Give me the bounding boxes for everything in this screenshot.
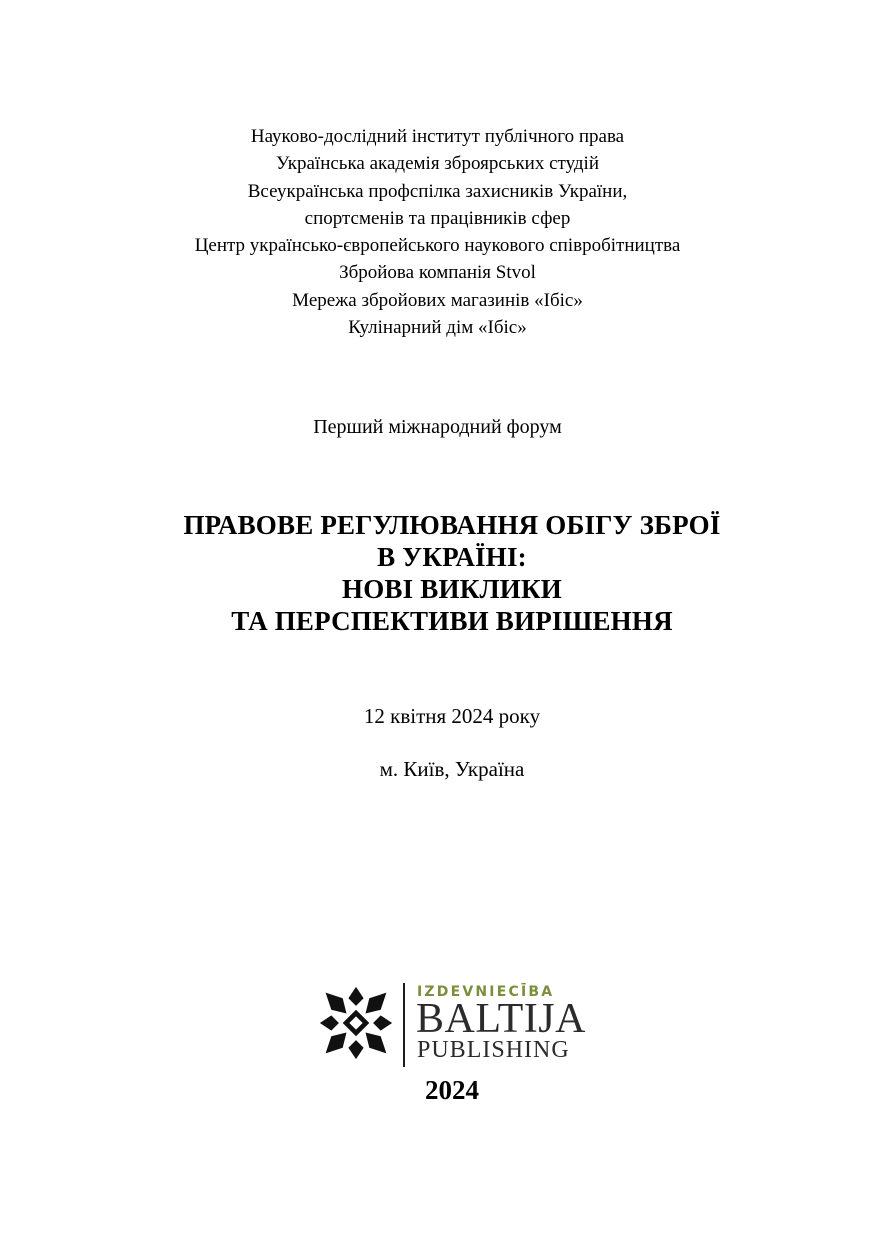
publisher-name: BALTIJA	[416, 996, 586, 1042]
title-line: ТА ПЕРСПЕКТИВИ ВИРІШЕННЯ	[231, 606, 673, 636]
organizations-list	[0, 123, 875, 341]
title-line: НОВІ ВИКЛИКИ	[342, 574, 562, 604]
publisher-subtitle: PUBLISHING	[417, 1037, 570, 1063]
logo-divider	[403, 983, 405, 1067]
event-place: м. Київ, Україна	[379, 757, 525, 781]
organization-line: Центр українсько-європейського наукового співробітництва	[194, 235, 681, 257]
organization-line: Всеукраїнська профспілка захисників України,	[247, 180, 628, 202]
publication-year: 2024	[425, 1075, 479, 1105]
organization-line: Українська академія зброярських студій	[275, 153, 600, 175]
event-date: 12 квітня 2024 року	[363, 704, 541, 728]
publisher-top-label: IZDEVNIECĪBA	[417, 984, 555, 1000]
organization-line: спортсменів та працівників сфер	[304, 207, 571, 229]
forum-label: Перший міжнародний форум	[313, 416, 562, 438]
title-line: ПРАВОВЕ РЕГУЛЮВАННЯ ОБІГУ ЗБРОЇ	[183, 510, 721, 540]
title-line: В УКРАЇНІ:	[377, 542, 527, 572]
main-title	[0, 509, 875, 637]
organization-line: Науково-дослідний інститут публічного права	[250, 126, 625, 147]
organization-line: Мережа збройових магазинів «Ібіс»	[292, 289, 583, 311]
organization-line: Збройова компанія Stvol	[339, 262, 536, 284]
organization-line: Кулінарний дім «Ібіс»	[348, 317, 527, 339]
ornamental-star-icon	[318, 985, 394, 1061]
